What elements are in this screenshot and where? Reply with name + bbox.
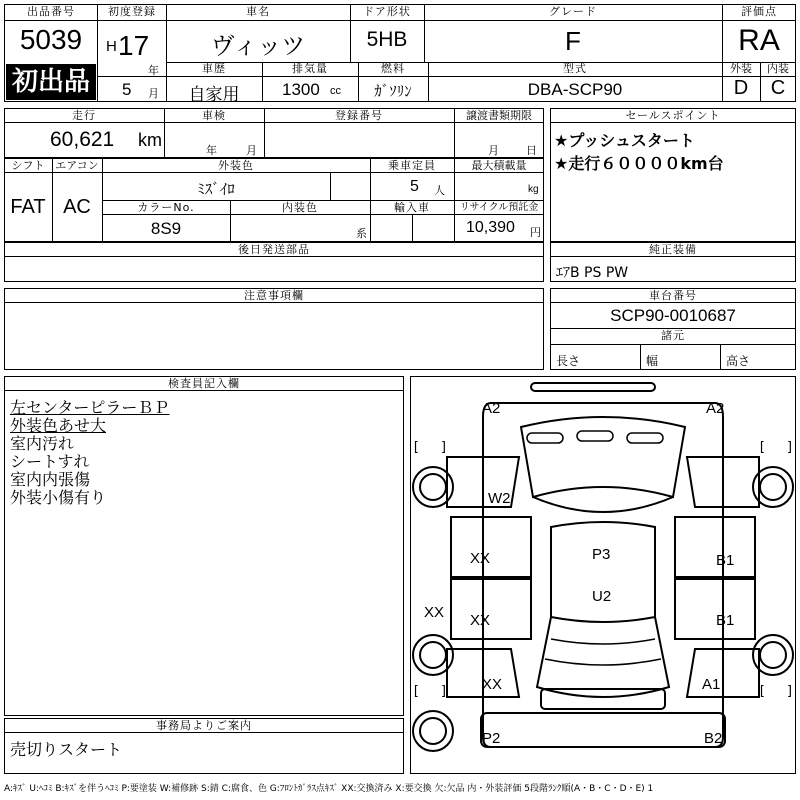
mark-xx-left-door2: XX xyxy=(470,612,491,629)
regno-label: 登録番号 xyxy=(335,109,383,122)
lot-label: 出品番号 xyxy=(27,5,75,18)
history: 自家用 xyxy=(188,85,240,105)
exterior-color: ﾐｽﾞｲﾛ xyxy=(197,180,235,198)
load-unit: kg xyxy=(528,184,539,195)
reg-year-unit: 年 xyxy=(148,64,159,77)
recycle-label: リサイクル預託金 xyxy=(459,202,539,213)
office-message: 売切りスタート xyxy=(10,740,123,759)
recycle-unit: 円 xyxy=(530,226,541,239)
notes-label: 注意事項欄 xyxy=(244,289,304,302)
reg-era: H xyxy=(106,38,117,55)
door-label: ドア形状 xyxy=(363,5,411,18)
later-parts-label: 後日発送部品 xyxy=(238,243,310,256)
mark-b1-right-door1: B1 xyxy=(716,552,735,569)
bracket-right-1: [ xyxy=(758,440,766,455)
bracket-right-1b: ] xyxy=(786,440,794,455)
inspector-note-1: 左センターピラーＢＰ xyxy=(10,398,170,417)
exterior-grade: D xyxy=(733,77,749,99)
mileage-label: 走行 xyxy=(72,109,96,122)
sales-point-1: ★プッシュスタート xyxy=(554,131,695,150)
intcolor-unit: 系 xyxy=(356,227,367,240)
capacity: 5 xyxy=(410,178,419,195)
legend: A:ｷｽﾞ U:ﾍｺﾐ B:ｷｽﾞを伴うﾍｺﾐ P:要塗装 W:補修跡 S:錆 C:腐食、色 G:ﾌﾛﾝﾄｶﾞﾗｽ点ｷｽﾞ XX:交換済み X:要交換 欠:欠品 内・外装評価 5段階ﾗﾝｸ順(A・B・C・D・E) 1 xyxy=(4,784,654,794)
reg-month-unit: 月 xyxy=(148,87,159,100)
transfer-label: 譲渡書類期限 xyxy=(466,109,532,122)
first-listing-badge: 初出品 xyxy=(6,64,96,100)
length-label: 長さ xyxy=(556,354,581,368)
colorno-label: カラーNo. xyxy=(137,201,195,214)
displacement-unit: cc xyxy=(330,85,341,97)
history-label: 車歴 xyxy=(202,62,226,75)
car-name: ヴィッツ xyxy=(210,32,306,60)
model: DBA-SCP90 xyxy=(527,80,623,99)
score: RA xyxy=(738,24,780,57)
car-diagram xyxy=(410,376,796,774)
equipment-label: 純正装備 xyxy=(649,243,697,256)
door-type: 5HB xyxy=(366,28,408,51)
load-label: 最大積載量 xyxy=(471,159,527,172)
grade-label: グレード xyxy=(549,5,597,18)
inspector-note-4: シートすれ xyxy=(10,452,90,471)
model-label: 型式 xyxy=(563,62,587,75)
inspection-label: 車検 xyxy=(202,109,226,122)
shift: FAT xyxy=(10,196,46,218)
interior-grade: C xyxy=(770,77,786,99)
chassis-number: SCP90-0010687 xyxy=(610,306,736,325)
grade: F xyxy=(565,26,581,56)
name-label: 車名 xyxy=(246,5,270,18)
height-label: 高さ xyxy=(726,354,751,368)
mark-a2-front-right: A2 xyxy=(706,400,725,417)
fuel-label: 燃料 xyxy=(381,62,405,75)
mark-xx-rear-left: XX xyxy=(482,676,503,693)
bracket-right-2: [ xyxy=(758,684,766,699)
mileage-unit: km xyxy=(138,130,162,150)
interior-label: 内装 xyxy=(767,62,789,75)
bracket-left-2: [ xyxy=(412,684,420,699)
mark-p3-roof: P3 xyxy=(592,546,611,563)
inspection-month-unit: 月 xyxy=(246,144,257,157)
transfer-day-unit: 日 xyxy=(526,144,537,157)
color-number: 8S9 xyxy=(150,219,182,238)
mark-b2-rear-bumper: B2 xyxy=(704,730,723,747)
mark-a2-front-left: A2 xyxy=(482,400,501,417)
car-outline xyxy=(411,377,795,773)
score-label: 評価点 xyxy=(741,5,777,18)
mark-w2: W2 xyxy=(488,490,511,507)
chassis-label: 車台番号 xyxy=(649,289,697,302)
recycle-fee: 10,390 xyxy=(466,219,515,236)
mark-p2-rear-bumper: P2 xyxy=(482,730,501,747)
inspector-note-2: 外装色あせ大 xyxy=(10,416,107,435)
shift-label: シフト xyxy=(11,159,45,172)
displacement: 1300 xyxy=(282,80,320,99)
bracket-left-1b: ] xyxy=(440,440,448,455)
capacity-unit: 人 xyxy=(434,184,445,197)
inspection-year-unit: 年 xyxy=(206,144,217,157)
sales-point-2: ★走行６００００km台 xyxy=(554,154,724,173)
width-label: 幅 xyxy=(646,354,659,368)
displacement-label: 排気量 xyxy=(292,62,328,75)
capacity-label: 乗車定員 xyxy=(388,159,436,172)
mark-xx-left-door1: XX xyxy=(470,550,491,567)
office-label: 事務局よりご案内 xyxy=(156,719,252,732)
mark-xx-left-fender: XX xyxy=(424,604,445,621)
dims-label: 諸元 xyxy=(661,329,685,342)
bracket-left-1: [ xyxy=(412,440,420,455)
reg-month: 5 xyxy=(122,80,132,99)
bracket-left-2b: ] xyxy=(440,684,448,699)
inspector-note-6: 外装小傷有り xyxy=(10,488,107,507)
mark-u2-roof: U2 xyxy=(592,588,612,605)
lot-number: 5039 xyxy=(19,24,83,55)
inspector-note-3: 室内汚れ xyxy=(10,434,75,453)
exterior-label: 外装 xyxy=(730,62,752,75)
intcolor-label: 内装色 xyxy=(282,201,318,214)
mark-b1-right-door2: B1 xyxy=(716,612,735,629)
mileage: 60,621 xyxy=(50,128,115,151)
reg-year: 17 xyxy=(118,30,150,61)
import-label: 輸入車 xyxy=(394,201,430,214)
ac-label: エアコン xyxy=(55,159,99,172)
inspector-note-5: 室内内張傷 xyxy=(10,470,91,489)
ac: AC xyxy=(63,196,91,218)
reg-label: 初度登録 xyxy=(108,5,156,18)
fuel: ｶﾞｿﾘﾝ xyxy=(374,82,412,100)
bracket-right-2b: ] xyxy=(786,684,794,699)
equipment: ｴｱB PS PW xyxy=(556,265,629,281)
mark-a1-rear-right: A1 xyxy=(702,676,721,693)
color-label: 外装色 xyxy=(218,159,254,172)
sales-point-label: セールスポイント xyxy=(625,109,721,122)
transfer-month-unit: 月 xyxy=(488,144,499,157)
inspector-label: 検査員記入欄 xyxy=(168,377,240,390)
